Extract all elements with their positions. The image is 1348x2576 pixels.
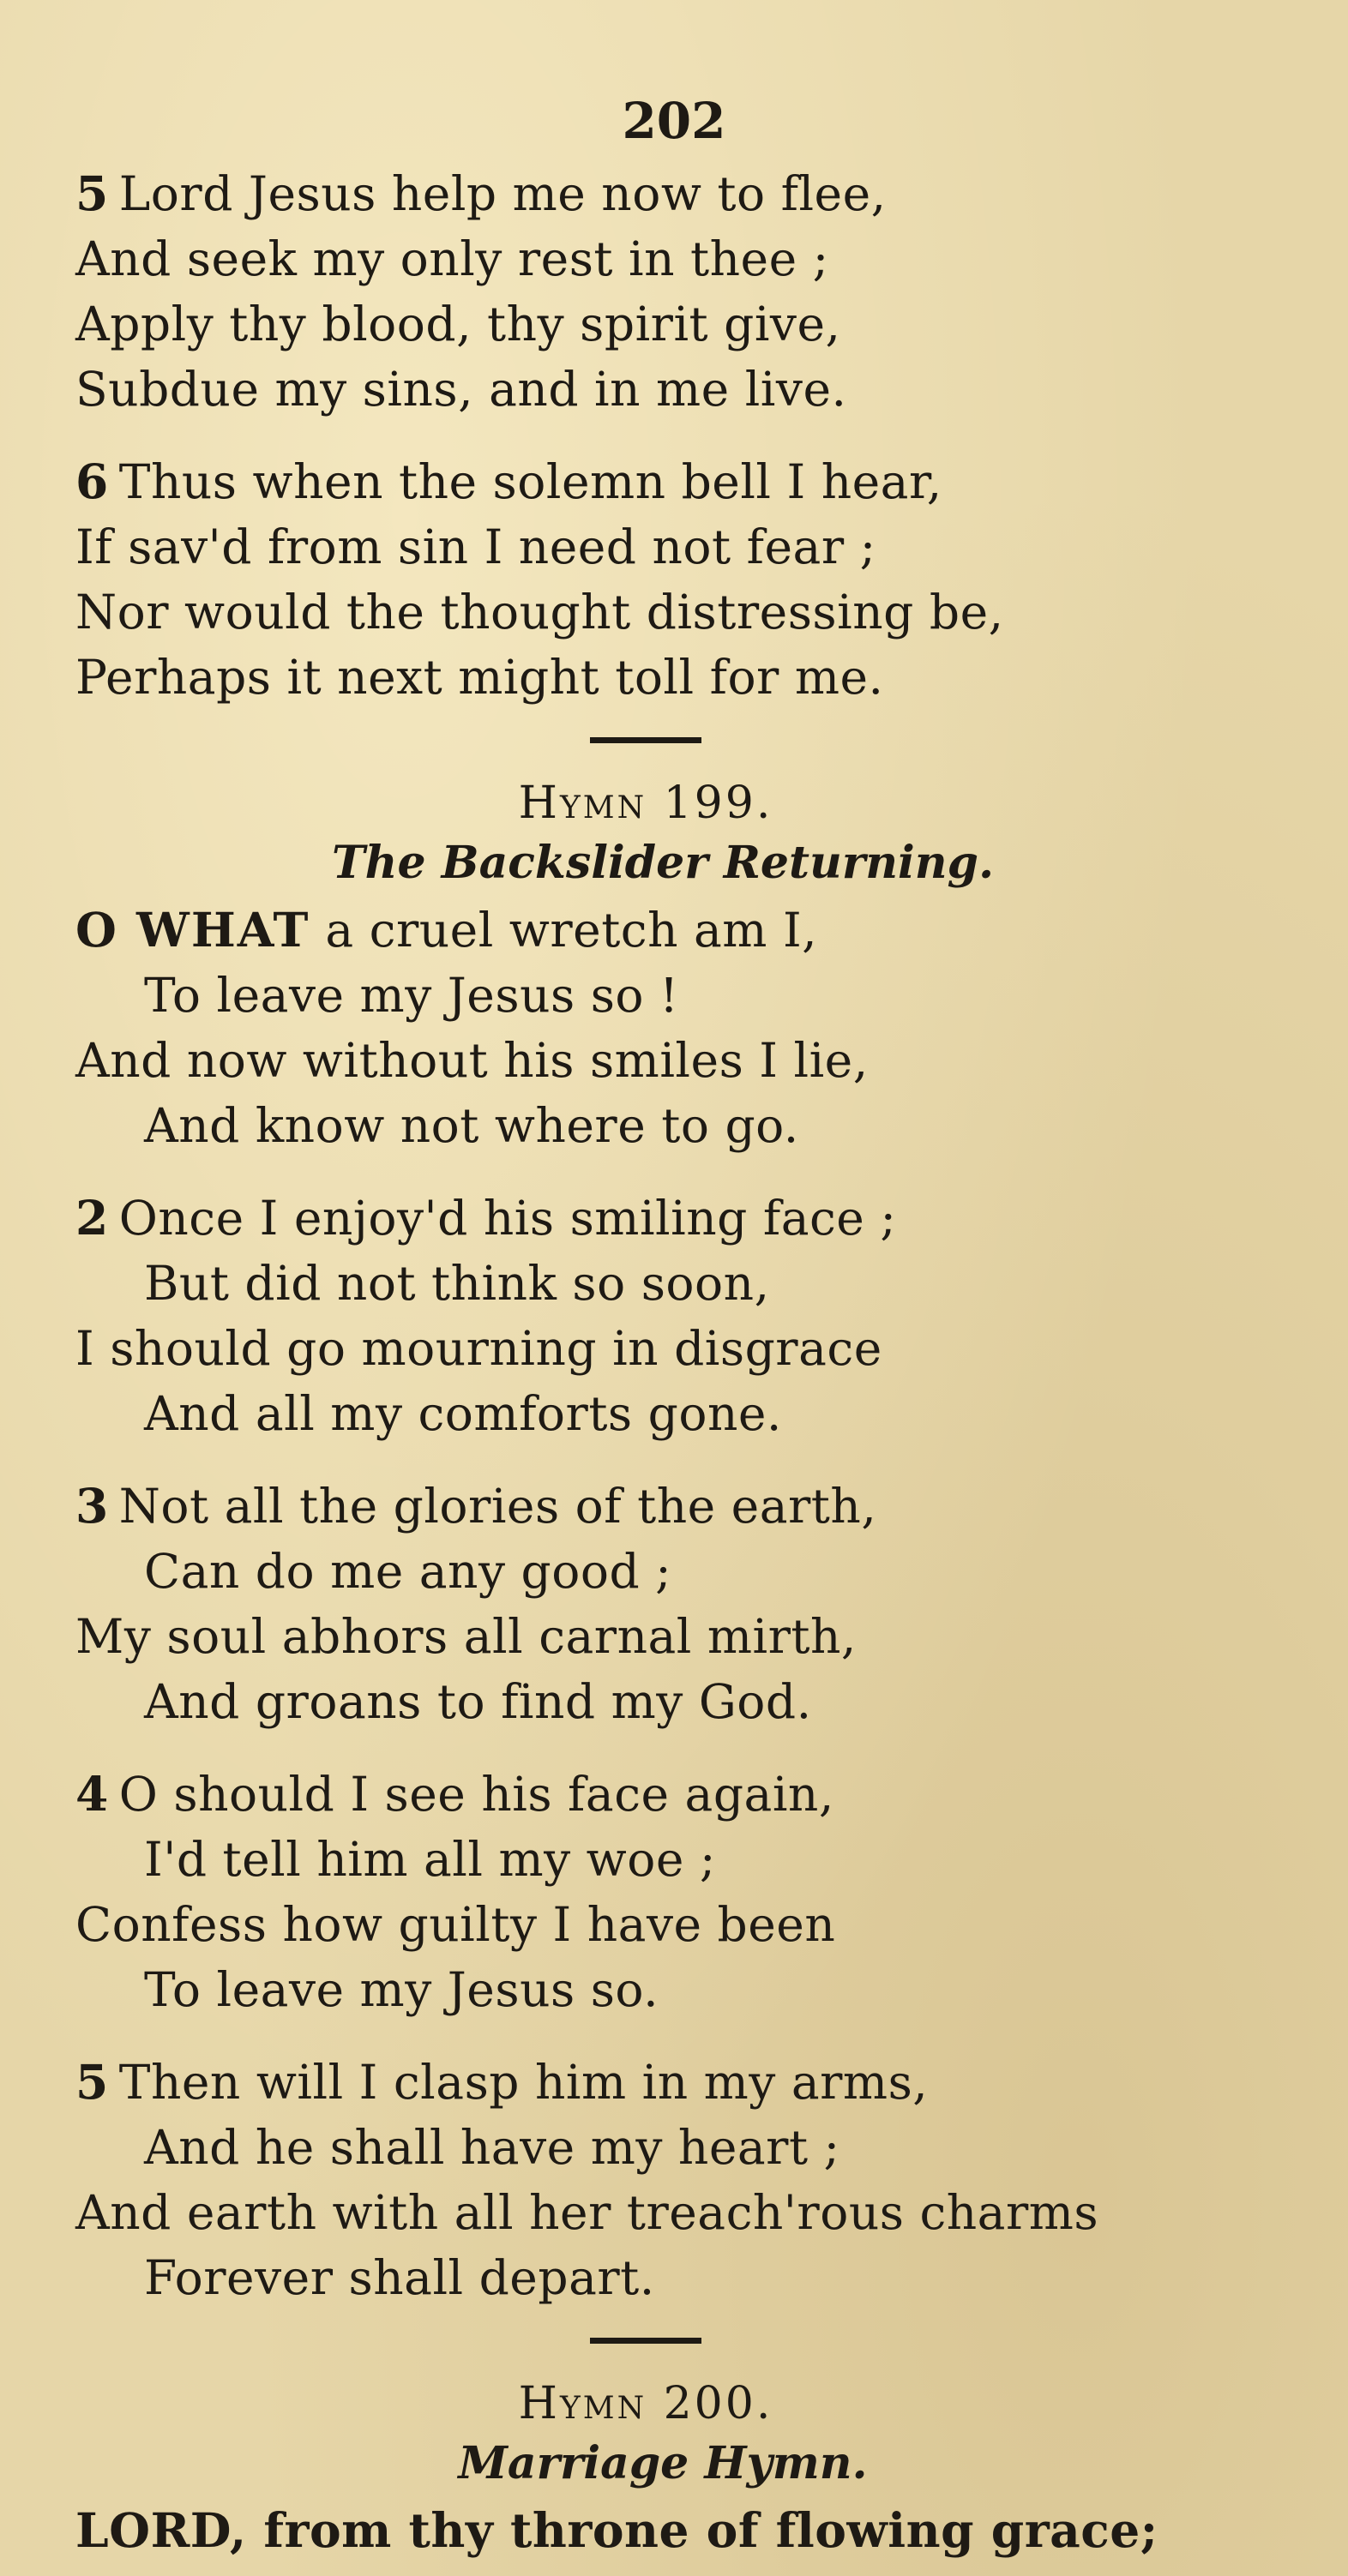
stanza-line: And he shall have my heart ;	[144, 2120, 840, 2175]
stanza-line	[75, 2050, 1319, 2115]
stanza-line	[75, 1474, 1319, 1539]
hymn-200-subtitle: Marriage Hymn.	[458, 2437, 868, 2489]
stanza-line: To leave my Jesus so.	[144, 1962, 659, 2017]
stanza-line: Nor would the thought distressing be,	[75, 585, 1004, 639]
stanza-line-text: Thus when the solemn bell I hear,	[118, 454, 942, 509]
stanza-line: I should go mourning in disgrace	[75, 1321, 882, 1376]
stanza-line: And all my comforts gone.	[144, 1386, 782, 1441]
stanza-line: And seek my only rest in thee ;	[75, 231, 829, 286]
stanza-line: And groans to find my God.	[144, 1674, 812, 1729]
stanza-line-text: Then will I clasp him in my arms,	[118, 2055, 929, 2110]
hymn-199-heading: Hymn 199.	[518, 778, 773, 829]
stanza-line: I'd tell him all my woe ;	[144, 1832, 716, 1887]
hymn-199-subtitle: The Backslider Returning.	[331, 837, 995, 889]
hymn-199-stanza-2	[75, 1186, 1319, 1446]
stanza-line: Confess how guilty I have been	[75, 1897, 836, 1952]
stanza-number: 6	[75, 453, 109, 509]
stanza-line	[75, 1186, 1319, 1251]
stanza-line-text: Lord Jesus help me now to flee,	[118, 166, 887, 221]
stanza-line: To leave my Jesus so !	[144, 968, 679, 1023]
stanza-line	[75, 898, 1319, 963]
hymn-200-first-line: LORD, from thy throne of flowing grace;	[75, 2502, 1158, 2558]
page-content	[75, 161, 1319, 2563]
prev-hymn-stanza-6	[75, 449, 1319, 710]
hymn-199-stanza-1	[75, 898, 1319, 1158]
stanza-line-text: a cruel wretch am I,	[310, 903, 818, 958]
stanza-line-text: Not all the glories of the earth,	[118, 1479, 877, 1534]
section-divider	[590, 737, 701, 743]
stanza-line: And now without his smiles I lie,	[75, 1033, 869, 1088]
stanza-line	[75, 1762, 1319, 1827]
stanza-line: Apply thy blood, thy spirit give,	[75, 297, 841, 351]
stanza-number: 2	[75, 1190, 109, 1246]
stanza-line: And earth with all her treach'rous charms	[75, 2185, 1099, 2240]
stanza-number: 4	[75, 1766, 109, 1822]
page-number: 202	[622, 92, 726, 150]
stanza-line: My soul abhors all carnal mirth,	[75, 1609, 857, 1664]
stanza-line	[75, 161, 1319, 226]
stanza-line	[75, 449, 1319, 514]
section-divider	[590, 2338, 701, 2344]
prev-hymn-stanza-5	[75, 161, 1319, 422]
hymn-200-heading: Hymn 200.	[518, 2378, 773, 2429]
hymn-199-stanza-3	[75, 1474, 1319, 1734]
stanza-line: Forever shall depart.	[144, 2250, 655, 2305]
stanza-line-text: Once I enjoy'd his smiling face ;	[118, 1191, 897, 1246]
hymn-199-stanza-4	[75, 1762, 1319, 2022]
stanza-line: Perhaps it next might toll for me.	[75, 650, 884, 705]
stanza-lead-words: O WHAT	[75, 902, 310, 958]
stanza-number: 5	[75, 2054, 109, 2110]
hymn-199-stanza-5	[75, 2050, 1319, 2310]
stanza-line: Can do me any good ;	[144, 1544, 672, 1599]
stanza-line: And know not where to go.	[144, 1098, 799, 1153]
stanza-number: 3	[75, 1478, 109, 1534]
stanza-line: If sav'd from sin I need not fear ;	[75, 519, 876, 574]
stanza-line: Subdue my sins, and in me live.	[75, 362, 847, 417]
stanza-line-text: O should I see his face again,	[118, 1767, 834, 1822]
stanza-number: 5	[75, 165, 109, 221]
stanza-line: But did not think so soon,	[144, 1256, 770, 1311]
